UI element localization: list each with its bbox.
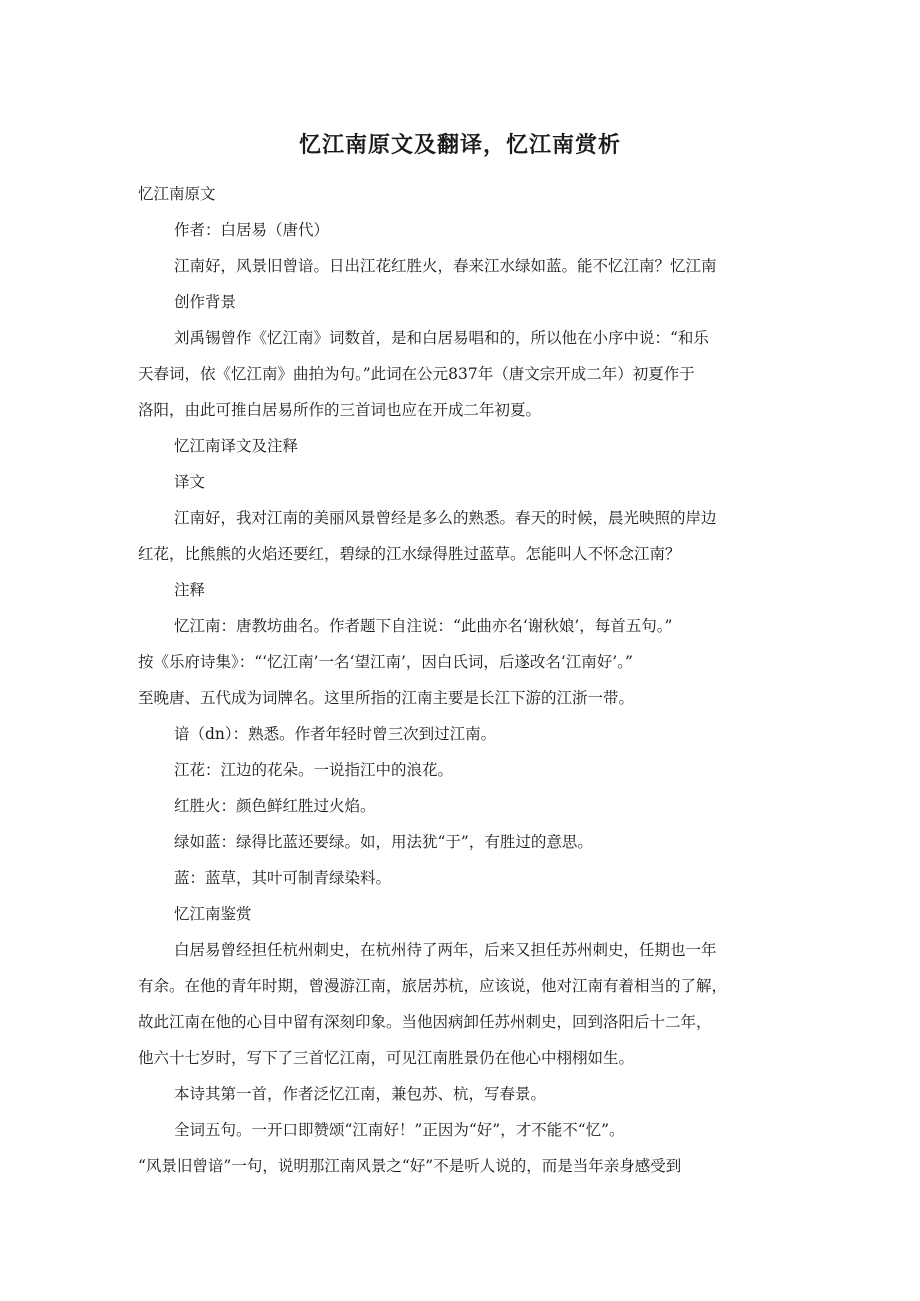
document-body bbox=[138, 176, 778, 1184]
text-line: 江南好，风景旧曾谙。日出江花红胜火，春来江水绿如蓝。能不忆江南？忆江南 bbox=[174, 257, 717, 275]
section-heading: 注释 bbox=[174, 581, 206, 599]
text-line: 江南好，我对江南的美丽风景曾经是多么的熟悉。春天的时候，晨光映照的岸边 bbox=[174, 509, 717, 527]
text-line: 忆江南原文 bbox=[138, 185, 216, 203]
section-heading: 忆江南鉴赏 bbox=[174, 905, 252, 923]
text-line: 作者：白居易（唐代） bbox=[174, 221, 330, 239]
text-line: 天春词，依《忆江南》曲拍为句。”此词在公元837年（唐文宗开成二年）初夏作于 bbox=[138, 365, 695, 383]
text-line: 有余。在他的青年时期，曾漫游江南，旅居苏杭，应该说，他对江南有着相当的了解， bbox=[138, 977, 728, 995]
section-heading: 创作背景 bbox=[174, 293, 237, 311]
text-line: 本诗其第一首，作者泛忆江南，兼包苏、杭，写春景。 bbox=[174, 1085, 547, 1103]
text-line: 至晚唐、五代成为词牌名。这里所指的江南主要是长江下游的江浙一带。 bbox=[138, 689, 635, 707]
document-title: 忆江南原文及翻译，忆江南赏析 bbox=[298, 133, 621, 158]
text-line: 全词五句。一开口即赞颂“江南好！”正因为“好”，才不能不“忆”。 bbox=[174, 1121, 625, 1139]
text-line: 他六十七岁时，写下了三首忆江南，可见江南胜景仍在他心中栩栩如生。 bbox=[138, 1049, 635, 1067]
text-line: 白居易曾经担任杭州刺史，在杭州待了两年，后来又担任苏州刺史，任期也一年 bbox=[174, 941, 717, 959]
text-line: 绿如蓝：绿得比蓝还要绿。如，用法犹“于”，有胜过的意思。 bbox=[174, 833, 593, 851]
text-line: 按《乐府诗集》：“‘忆江南’一名‘望江南’，因白氏词，后遂改名‘江南好’。” bbox=[138, 653, 633, 671]
text-line: 江花：江边的花朵。一说指江中的浪花。 bbox=[174, 761, 454, 779]
section-heading: 译文 bbox=[174, 473, 206, 491]
text-line: 红花，比熊熊的火焰还要红，碧绿的江水绿得胜过蓝草。怎能叫人不怀念江南？ bbox=[138, 545, 681, 563]
text-line: 故此江南在他的心目中留有深刻印象。当他因病卸任苏州刺史，回到洛阳后十二年， bbox=[138, 1013, 712, 1031]
text-line: 忆江南：唐教坊曲名。作者题下自注说：“此曲亦名‘谢秋娘’，每首五句。” bbox=[174, 617, 673, 635]
section-heading: 忆江南译文及注释 bbox=[174, 437, 299, 455]
body-text bbox=[138, 176, 778, 1184]
text-line: 红胜火：颜色鲜红胜过火焰。 bbox=[174, 797, 376, 815]
text-line: 蓝：蓝草，其叶可制青绿染料。 bbox=[174, 869, 392, 887]
text-line: “风景旧曾谙”一句，说明那江南风景之“好”不是听人说的，而是当年亲身感受到 bbox=[138, 1157, 682, 1175]
text-line: 谙（dn）：熟悉。作者年轻时曾三次到过江南。 bbox=[174, 725, 497, 743]
text-line: 洛阳，由此可推白居易所作的三首词也应在开成二年初夏。 bbox=[138, 401, 542, 419]
text-line: 刘禹锡曾作《忆江南》词数首，是和白居易唱和的，所以他在小序中说：“和乐 bbox=[174, 329, 709, 347]
